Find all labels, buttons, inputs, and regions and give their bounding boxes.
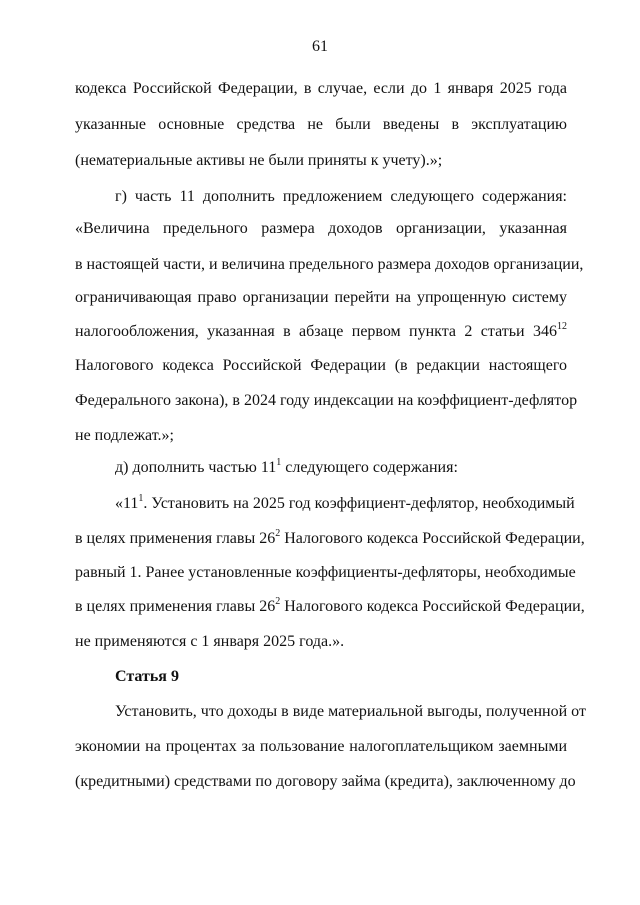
- text-line: в настоящей части, и величина предельного размера доходов организации,: [75, 256, 584, 273]
- text-line: ограничивающая право организации перейти на упрощенную систему: [75, 289, 567, 306]
- superscript: 12: [557, 321, 567, 332]
- text-line: (нематериальные активы не были приняты к учету).»;: [75, 152, 443, 169]
- text-line: кодекса Российской Федерации, в случае, если до 1 января 2025 года: [75, 80, 567, 97]
- text-line: (кредитными) средствами по договору займа (кредита), заключенному до: [75, 773, 576, 790]
- text-line: в целях применения главы $26^2$ Налогового кодекса Российской Федерации,: [75, 528, 585, 547]
- text-line: г) часть 11 дополнить предложением следующего содержания:: [115, 188, 567, 205]
- superscript: 1: [138, 493, 144, 504]
- superscript: 2: [275, 596, 281, 607]
- page-number: 61: [312, 38, 328, 55]
- text-line: экономии на процентах за пользование налогоплательщиком заемными: [75, 738, 567, 755]
- superscript: 1: [276, 457, 282, 468]
- text-line: равный 1. Ранее установленные коэффициенты-дефляторы, необходимые: [75, 564, 576, 581]
- text-line: налогообложения, указанная в абзаце первом пункта 2 статьи $346^{12}$: [75, 321, 567, 340]
- text-line: не применяются с 1 января 2025 года.».: [75, 633, 345, 650]
- text-line: не подлежат.»;: [75, 427, 174, 444]
- text-line: в целях применения главы $26^2$ Налогового кодекса Российской Федерации,: [75, 596, 585, 615]
- text-line: указанные основные средства не были введены в эксплуатацию: [75, 116, 567, 133]
- text-line: Федерального закона), в 2024 году индексации на коэффициент-дефлятор: [75, 392, 578, 409]
- article-heading: Статья 9: [115, 668, 179, 685]
- text-line: Установить, что доходы в виде материальной выгоды, полученной от: [115, 703, 586, 720]
- text-line: «Величина предельного размера доходов организации, указанная: [75, 220, 567, 237]
- text-line: д) дополнить частью $11^1$ следующего содержания:: [115, 457, 458, 476]
- text-line: Налогового кодекса Российской Федерации (в редакции настоящего: [75, 357, 567, 374]
- text-line: «$11^1$. Установить на 2025 год коэффициент-дефлятор, необходимый: [115, 493, 575, 512]
- superscript: 2: [275, 528, 281, 539]
